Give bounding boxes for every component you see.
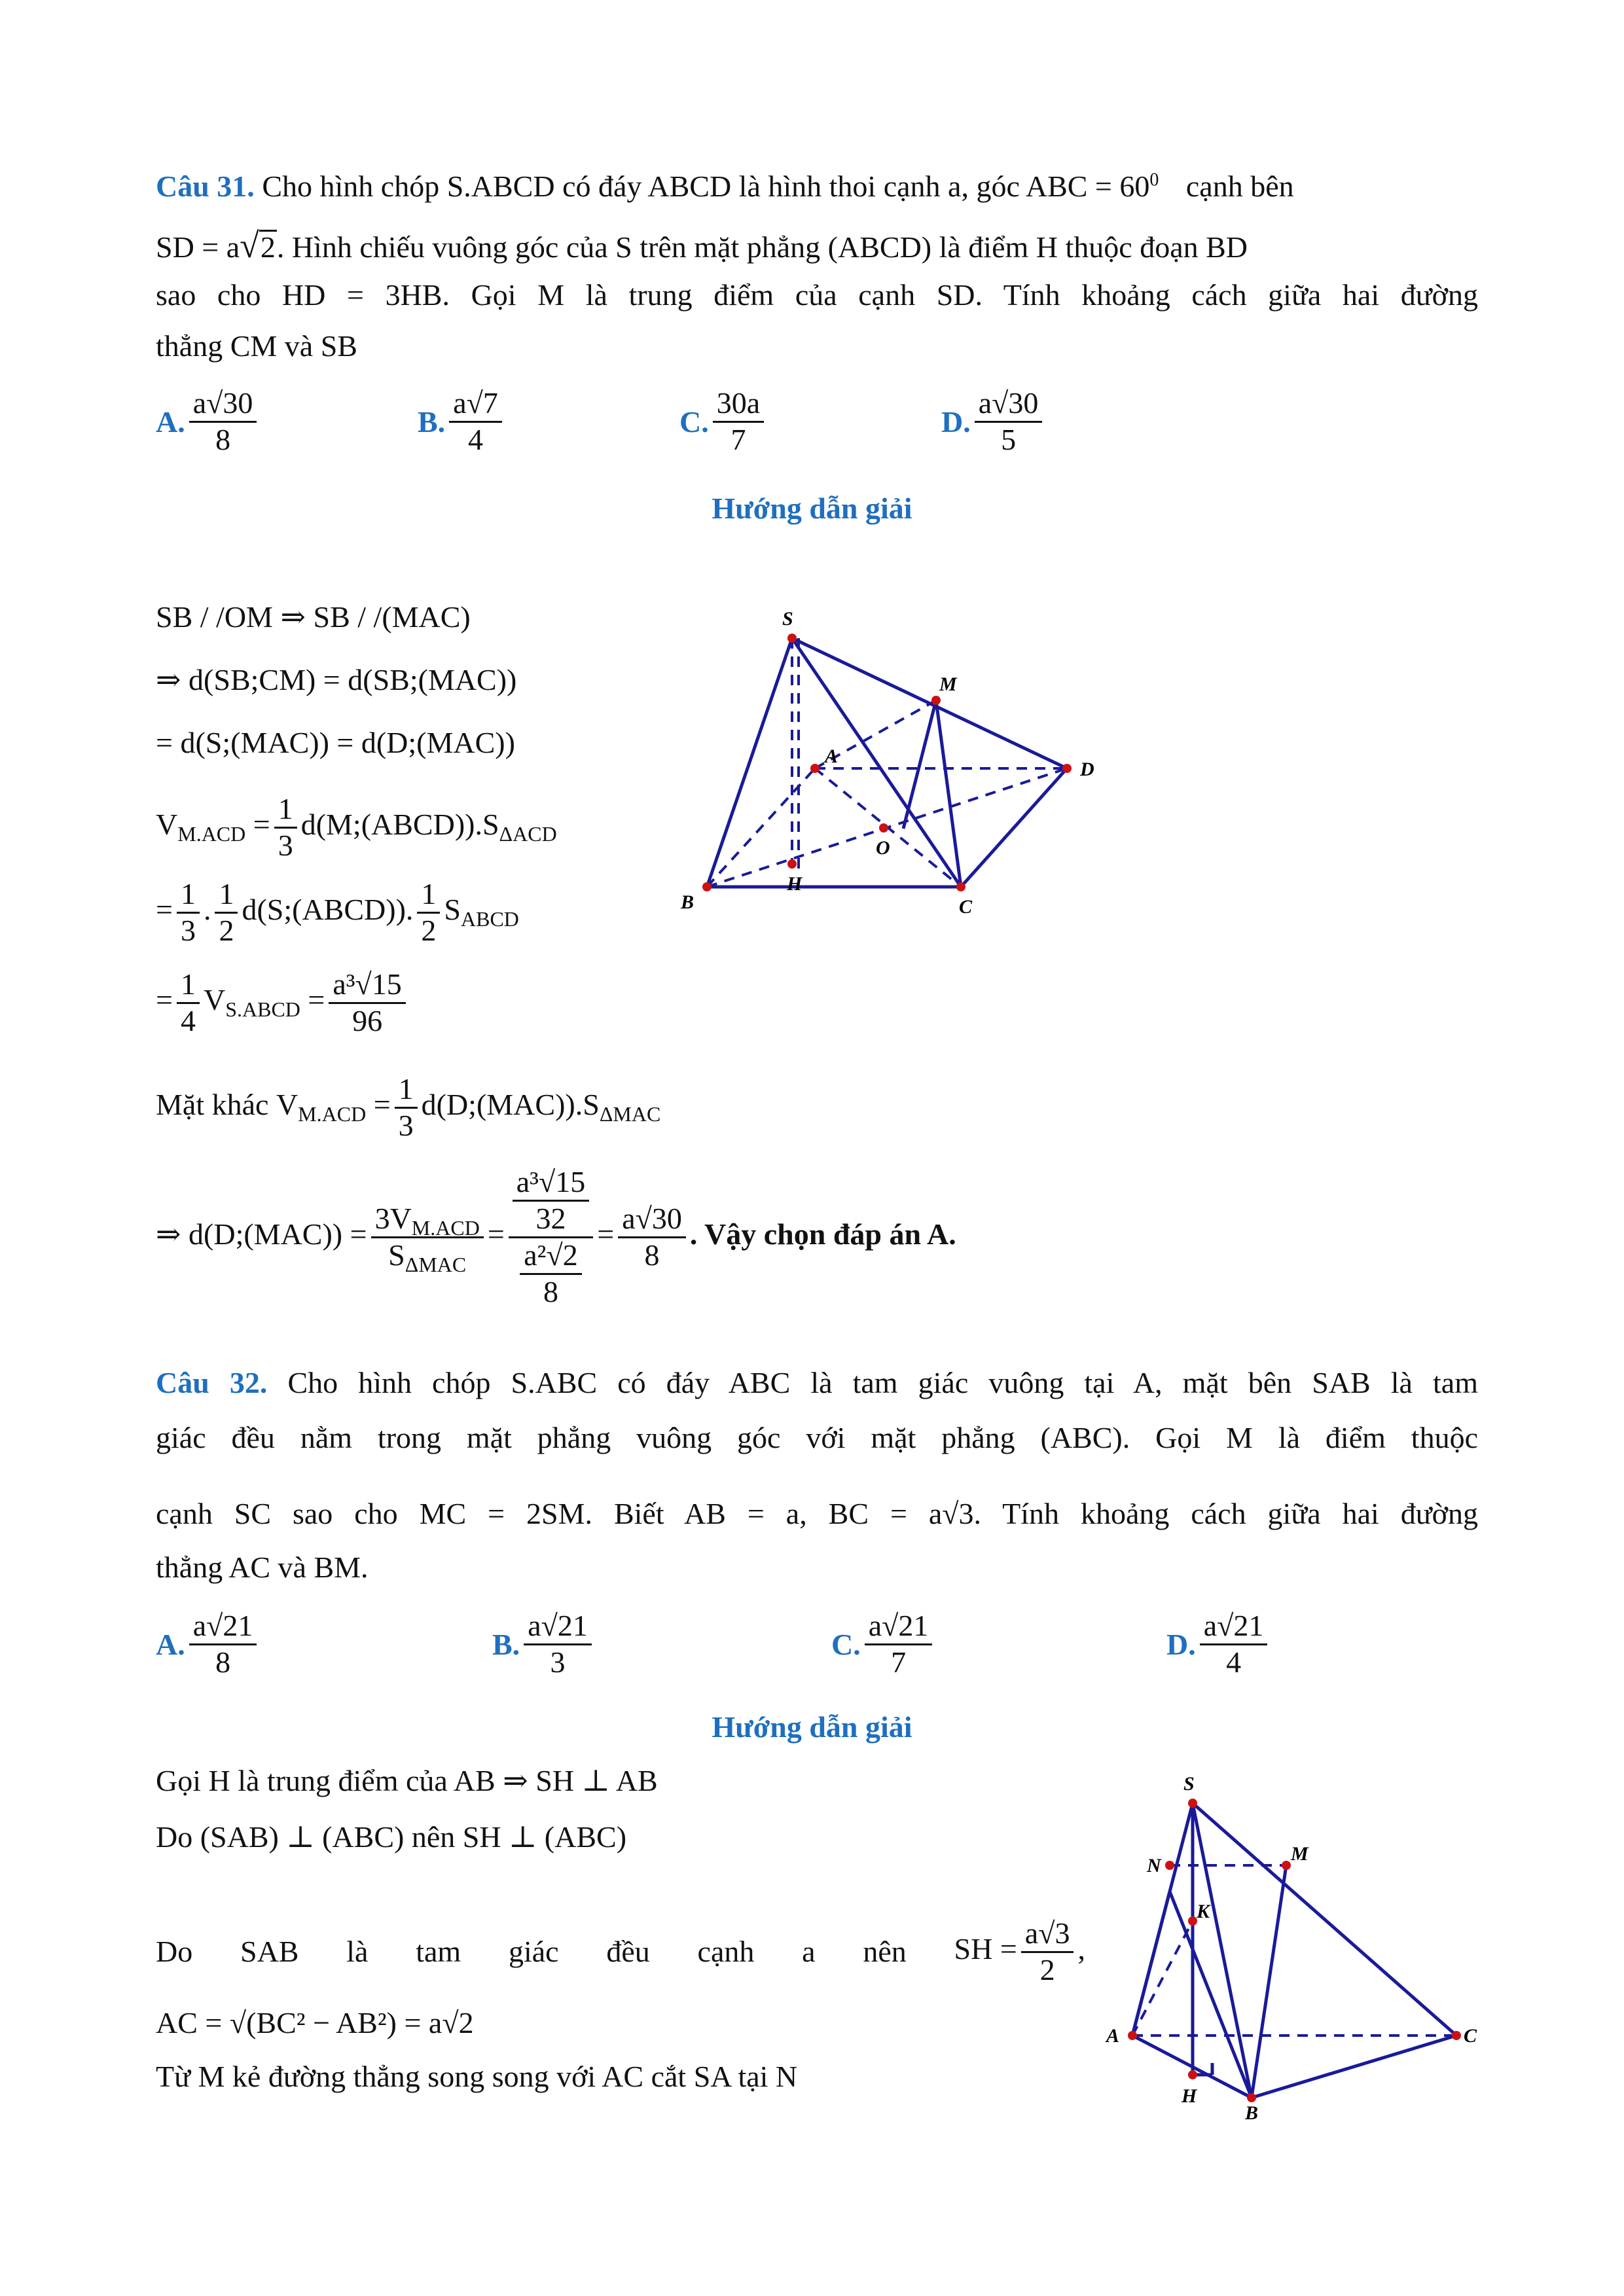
svg-text:O: O xyxy=(876,837,890,859)
q31-option-c[interactable]: C. $\frac{30a}{7}$ xyxy=(679,386,768,457)
q32-line2: giác đều nằm trong mặt phẳng vuông góc với mặt phẳng (ABC). Gọi M là điểm thuộc xyxy=(156,1421,1478,1454)
svg-text:H: H xyxy=(787,873,803,895)
svg-text:M: M xyxy=(939,673,957,695)
svg-text:C: C xyxy=(1464,2025,1477,2047)
q31-option-a[interactable]: A. $\frac{a√30}{8}$ xyxy=(156,386,261,457)
point-c xyxy=(1452,2031,1461,2040)
q31-label: Câu 31. xyxy=(156,170,255,203)
q32-sol-l1: Gọi H là trung điểm của AB ⇒ SH ⊥ AB xyxy=(156,1764,658,1797)
q31-line3: sao cho HD = 3HB. Gọi M là trung điểm của cạnh SD. Tính khoảng cách giữa hai đường xyxy=(156,278,1478,312)
q32-option-b[interactable]: B. $\frac{a√21}{3}$ xyxy=(492,1609,596,1680)
q31-sol-l8: ⇒ d(D;(MAC)) = $\frac{3V_{M.ACD}}{S_{\Delta MAC}}$ = $\frac{\frac{\text{a³√15}}{32}}{\frac{\text{a²√2}}{8}}$ = $\frac{a√30}{8}$ . Vậy chọn đáp án A. xyxy=(156,1165,956,1308)
q31-sol-l7: Mặt khác $V_{M.ACD}$ = $\frac{1}{3}$ $d(D;(MAC)).S_{\Delta MAC}$ xyxy=(156,1072,661,1142)
q31-sol-l6: = $\frac{1}{4}$ $V_{S.ABCD}$ = $\frac{\text{a³√15}}{96}$ xyxy=(156,967,410,1039)
point-a xyxy=(810,764,820,773)
svg-text:S: S xyxy=(1183,1773,1195,1795)
point-m xyxy=(931,696,941,705)
svg-text:B: B xyxy=(681,891,695,913)
point-o xyxy=(879,823,888,833)
svg-text:N: N xyxy=(1147,1855,1161,1876)
point-s xyxy=(787,634,797,643)
point-n xyxy=(1165,1861,1174,1870)
q31-sol-l4: $V_{M.ACD}$ = $\frac{1}{3}$ $d(M;(ABCD)).S_{\Delta ACD}$ xyxy=(156,792,557,862)
q31-sol-l1: SB / /OM ⇒ SB / /(MAC) xyxy=(156,600,471,634)
point-s xyxy=(1188,1799,1197,1808)
svg-text:B: B xyxy=(1245,2102,1259,2121)
q32-sol-l3: Do SAB là tam giác đều cạnh a nên SH = $\frac{a√3}{2}$ , xyxy=(156,1916,1085,1986)
q32-sol-l4: AC = √(BC² − AB²) = a√2 xyxy=(156,2006,474,2039)
q32-option-a[interactable]: A. $\frac{a√21}{8}$ xyxy=(156,1609,261,1680)
q32-sol-l2: Do (SAB) ⊥ (ABC) nên SH ⊥ (ABC) xyxy=(156,1820,627,1854)
svg-text:K: K xyxy=(1197,1901,1210,1922)
q32-line1: Câu 32. Cho hình chóp S.ABC có đáy ABC là tam giác vuông tại A, mặt bên SAB là tam xyxy=(156,1366,1478,1399)
q31-guide-title: Hướng dẫn giải xyxy=(712,492,912,525)
svg-text:D: D xyxy=(1080,759,1094,780)
q32-figure xyxy=(1100,1767,1492,2121)
q32-option-d[interactable]: D. $\frac{a√21}{4}$ xyxy=(1166,1609,1271,1680)
point-d xyxy=(1062,764,1072,773)
svg-text:A: A xyxy=(825,745,839,767)
svg-text:M: M xyxy=(1291,1843,1308,1865)
q31-sol-l3: = d(S;(MAC)) = d(D;(MAC)) xyxy=(156,726,515,759)
point-h xyxy=(787,859,797,869)
q31-sol-l2: ⇒ d(SB;CM) = d(SB;(MAC)) xyxy=(156,663,517,696)
svg-text:A: A xyxy=(1106,2025,1120,2047)
point-m xyxy=(1282,1861,1291,1870)
q31-line4: thẳng CM và SB xyxy=(156,329,357,363)
q32-option-c[interactable]: C. $\frac{a√21}{7}$ xyxy=(831,1609,936,1680)
q32-label: Câu 32. xyxy=(156,1366,268,1399)
svg-text:S: S xyxy=(782,608,793,630)
svg-text:C: C xyxy=(959,896,973,918)
point-k xyxy=(1188,1916,1197,1926)
q32-line4: thẳng AC và BM. xyxy=(156,1551,369,1584)
point-h xyxy=(1188,2070,1197,2079)
svg-text:H: H xyxy=(1182,2085,1197,2107)
point-c xyxy=(956,882,965,891)
q31-line1: Câu 31. Cho hình chóp S.ABCD có đáy ABCD là hình thoi cạnh a, góc ABC = $60^0$ cạnh bên xyxy=(156,170,1294,203)
q31-option-b[interactable]: B. $\frac{a√7}{4}$ xyxy=(418,386,506,457)
point-b xyxy=(1247,2093,1256,2102)
point-a xyxy=(1128,2031,1137,2040)
q31-figure xyxy=(661,596,1132,923)
q31-option-d[interactable]: D. $\frac{a√30}{5}$ xyxy=(941,386,1046,457)
q31-line2: SD = a√2. Hình chiếu vuông góc của S trên mặt phẳng (ABCD) là điểm H thuộc đoạn BD xyxy=(156,226,1248,265)
q31-sol-l5: = $\frac{1}{3}$ . $\frac{1}{2}$ d(S;(ABCD)). $\frac{1}{2}$ $S_{ABCD}$ xyxy=(156,877,519,947)
point-b xyxy=(702,882,712,891)
q32-line3: cạnh SC sao cho MC = 2SM. Biết AB = a, BC = a√3. Tính khoảng cách giữa hai đường xyxy=(156,1497,1478,1530)
q32-sol-l5: Từ M kẻ đường thẳng song song với AC cắt SA tại N xyxy=(156,2060,798,2093)
q32-guide-title: Hướng dẫn giải xyxy=(712,1710,912,1744)
